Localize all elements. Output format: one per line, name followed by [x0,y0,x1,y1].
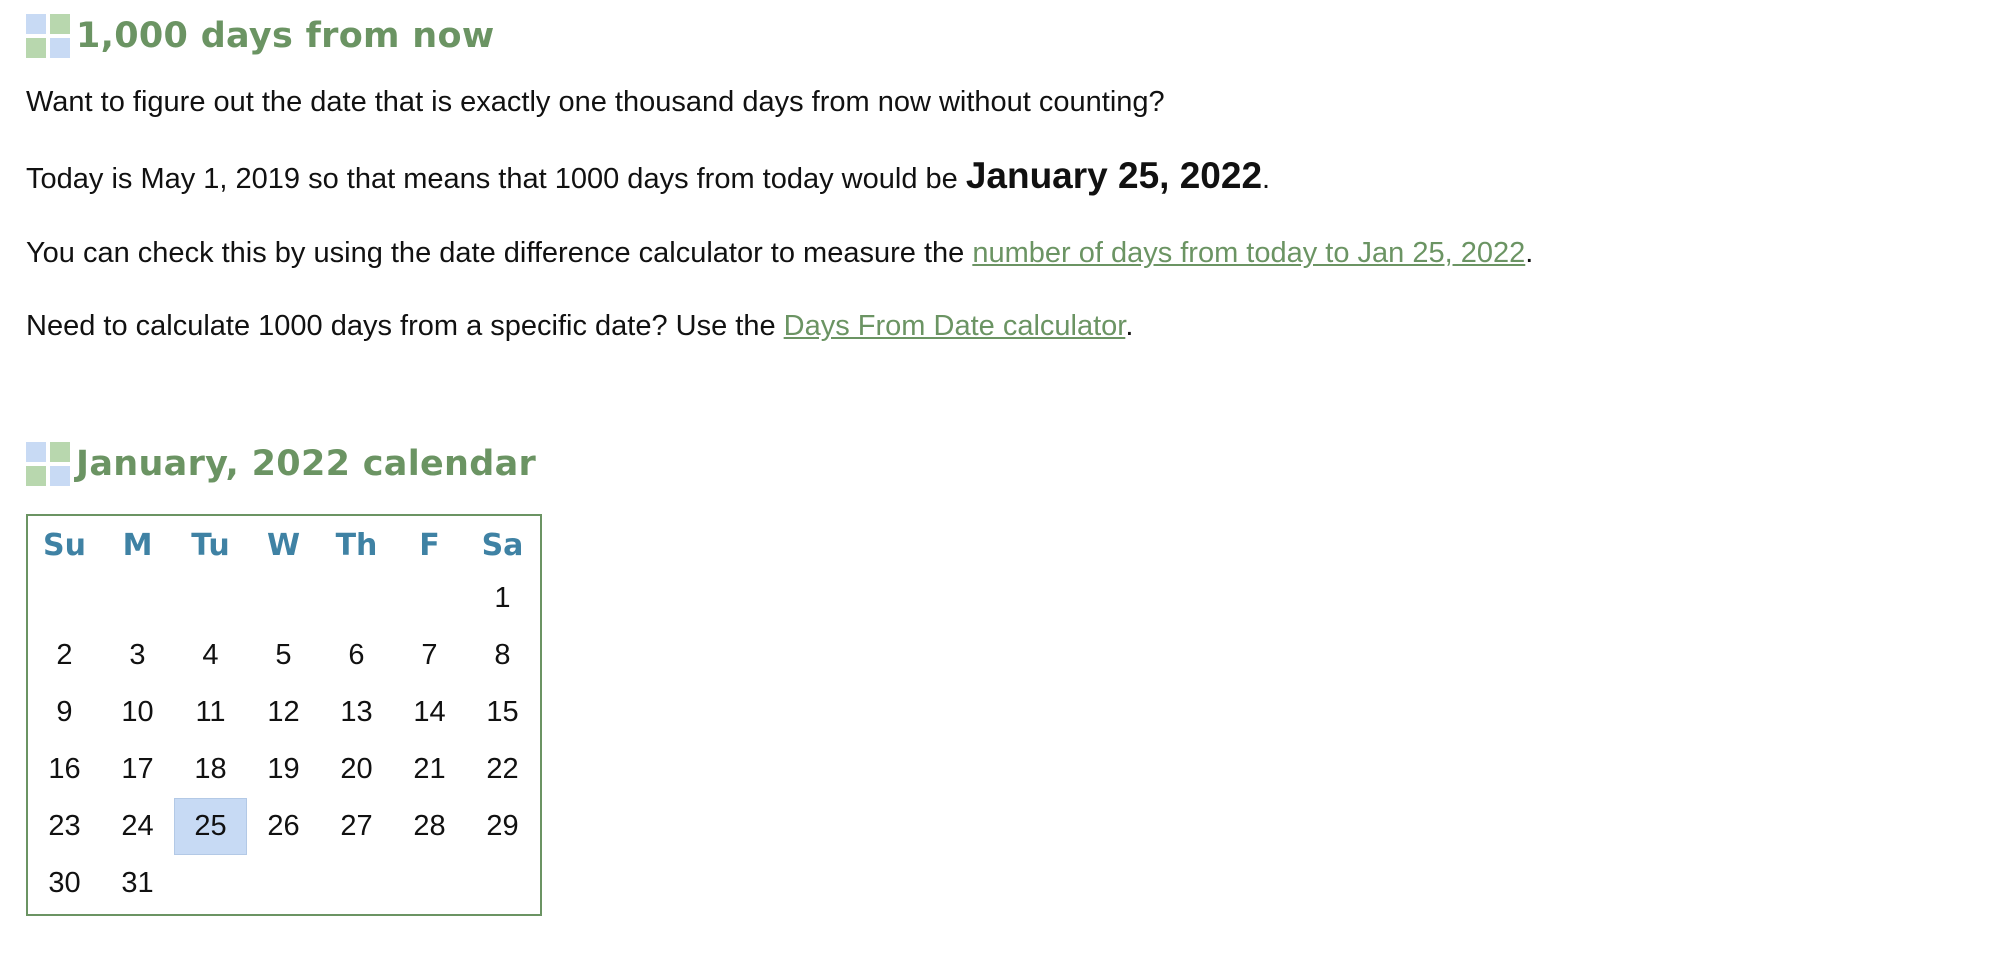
calendar-empty-cell [247,570,320,627]
calendar-day: 28 [413,810,446,842]
calendar-day: 27 [340,810,373,842]
check-prefix: You can check this by using the date difference calculator to measure the [26,237,973,269]
calendar-day: 16 [48,753,81,785]
page-title: 1,000 days from now [76,16,495,56]
calendar-day: 10 [121,696,154,728]
calendar-day: 2 [56,639,73,671]
calendar-day-highlighted: 25 [174,798,247,855]
check-suffix: . [1525,237,1534,269]
calendar-day: 23 [48,810,81,842]
calendar-day: 6 [348,639,365,671]
intro-text: Want to figure out the date that is exactly one thousand days from now without counting? [26,86,1165,118]
days-from-date-calculator-link[interactable]: Days From Date calculator [783,310,1126,342]
calendar-empty-cell [466,855,539,912]
calendar-day: 4 [202,639,219,671]
calendar-empty-cell [101,570,174,627]
calendar-empty-cell [28,570,101,627]
calendar-day: 15 [486,696,519,728]
weekday-label: W [266,527,301,563]
calendar-day: 19 [267,753,300,785]
specific-date-text [26,306,2000,346]
weekday-label: Tu [191,527,230,563]
calendar-empty-cell [320,570,393,627]
weekday-label: Th [335,527,378,563]
calendar-day: 18 [194,753,227,785]
calendar-day: 12 [267,696,300,728]
calendar-empty-cell [247,855,320,912]
calendar-week-row [28,570,540,627]
calendar-day: 13 [340,696,373,728]
calendar-day: 17 [121,753,154,785]
calendar-week-row [28,741,540,798]
page [0,10,2000,954]
calendar-day: 5 [275,639,292,671]
check-text [26,233,2000,273]
calendar-day: 14 [413,696,446,728]
calendar-day: 21 [413,753,446,785]
result-text [26,156,2000,199]
calendar-day: 29 [486,810,519,842]
calendar-day: 8 [494,639,511,671]
weekday-label: M [122,527,153,563]
calendar-empty-cell [174,570,247,627]
section-heading-calendar [26,438,2000,490]
calendar-week-row [28,798,540,855]
calendar-week-row [28,855,540,912]
calendar-day: 11 [195,696,226,728]
weekday-label: F [419,527,440,563]
calendar-day: 1 [494,582,511,614]
result-suffix: . [1262,163,1271,195]
site-logo-icon [26,442,70,486]
calendar-day: 26 [267,810,300,842]
calendar-day: 24 [121,810,154,842]
specific-date-prefix: Need to calculate 1000 days from a specific date? Use the [26,310,784,342]
calendar-day: 20 [340,753,373,785]
result-date: January 25, 2022 [965,155,1263,196]
calendar-empty-cell [393,855,466,912]
calendar-empty-cell [174,855,247,912]
calendar-day: 9 [56,696,73,728]
calendar-day: 30 [48,867,81,899]
month-calendar [26,514,542,916]
specific-date-suffix: . [1125,310,1134,342]
calendar-weekday-header [28,520,540,570]
calendar-day: 7 [421,639,438,671]
calendar-title: January, 2022 calendar [76,444,537,484]
section-heading-1000-days [26,10,2000,62]
result-prefix: Today is May 1, 2019 so that means that 1000 days from today would be [26,163,966,195]
calendar-week-row [28,627,540,684]
calendar-day: 31 [121,867,154,899]
days-difference-link[interactable]: number of days from today to Jan 25, 2022 [972,237,1526,269]
calendar-empty-cell [320,855,393,912]
calendar-week-row [28,684,540,741]
weekday-label: Su [43,527,86,563]
calendar-empty-cell [393,570,466,627]
site-logo-icon [26,14,70,58]
weekday-label: Sa [481,527,524,563]
calendar-day: 22 [486,753,519,785]
calendar-day: 3 [129,639,146,671]
